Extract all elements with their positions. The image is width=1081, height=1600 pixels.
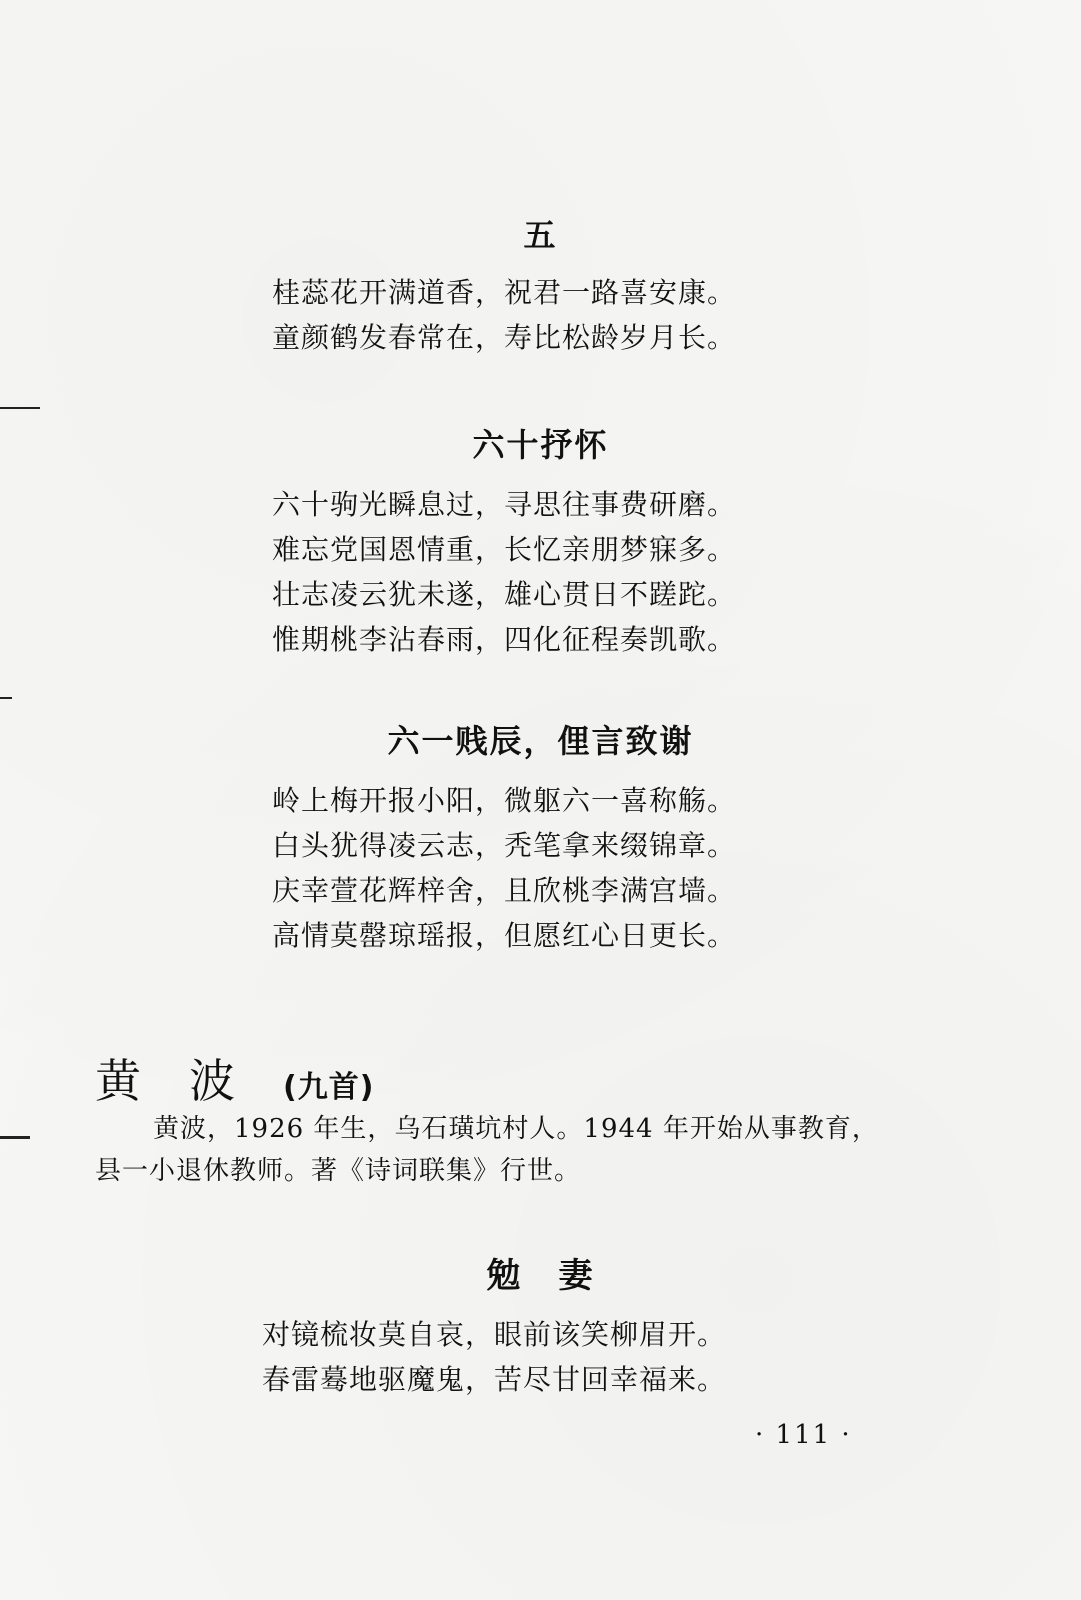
poem-line: 六十驹光瞬息过，寻思往事费研磨。	[272, 488, 737, 521]
poem-line: 难忘党国恩情重，长忆亲朋梦寐多。	[272, 533, 737, 566]
poem-title: 五	[523, 216, 558, 254]
poem-line: 桂蕊花开满道香，祝君一路喜安康。	[272, 276, 737, 309]
margin-mark	[0, 1136, 30, 1139]
author-bio	[95, 1108, 925, 1192]
poem-title: 六一贱辰，俚言致谢	[387, 722, 694, 760]
poem-line: 对镜梳妆莫自哀，眼前该笑柳眉开。	[262, 1318, 727, 1351]
page-number: · 111 ·	[755, 1420, 852, 1450]
poem-body	[272, 270, 736, 360]
poem-title: 勉 妻	[486, 1256, 595, 1296]
bio-line: 县一小退休教师。著《诗词联集》行世。	[95, 1156, 582, 1186]
poem-body	[272, 778, 736, 958]
margin-mark	[0, 697, 12, 699]
author-heading	[95, 1045, 374, 1111]
margin-mark	[0, 407, 40, 409]
poem-body	[262, 1312, 726, 1402]
poem-line: 壮志凌云犹未遂，雄心贯日不蹉跎。	[272, 578, 737, 611]
bio-line: 黄波，1926 年生，乌石璜坑村人。1944 年开始从事教育，	[153, 1114, 879, 1144]
poem-title: 六十抒怀	[472, 426, 609, 464]
poem-line: 白头犹得凌云志，秃笔拿来缀锦章。	[272, 829, 737, 862]
poem-line: 惟期桃李沾春雨，四化征程奏凯歌。	[272, 623, 737, 656]
poem-line: 春雷蓦地驱魔鬼，苦尽甘回幸福来。	[262, 1363, 727, 1396]
poem-line: 庆幸萱花辉梓舍，且欣桃李满宫墙。	[272, 874, 737, 907]
poem-line: 岭上梅开报小阳，微躯六一喜称觞。	[272, 784, 737, 817]
poem-line: 童颜鹤发春常在，寿比松龄岁月长。	[272, 321, 737, 354]
poem-line: 高情莫罄琼瑶报，但愿红心日更长。	[272, 919, 737, 952]
poem-count: (九首)	[283, 1070, 375, 1105]
poem-body	[272, 482, 736, 662]
author-name: 黄波	[95, 1054, 283, 1108]
